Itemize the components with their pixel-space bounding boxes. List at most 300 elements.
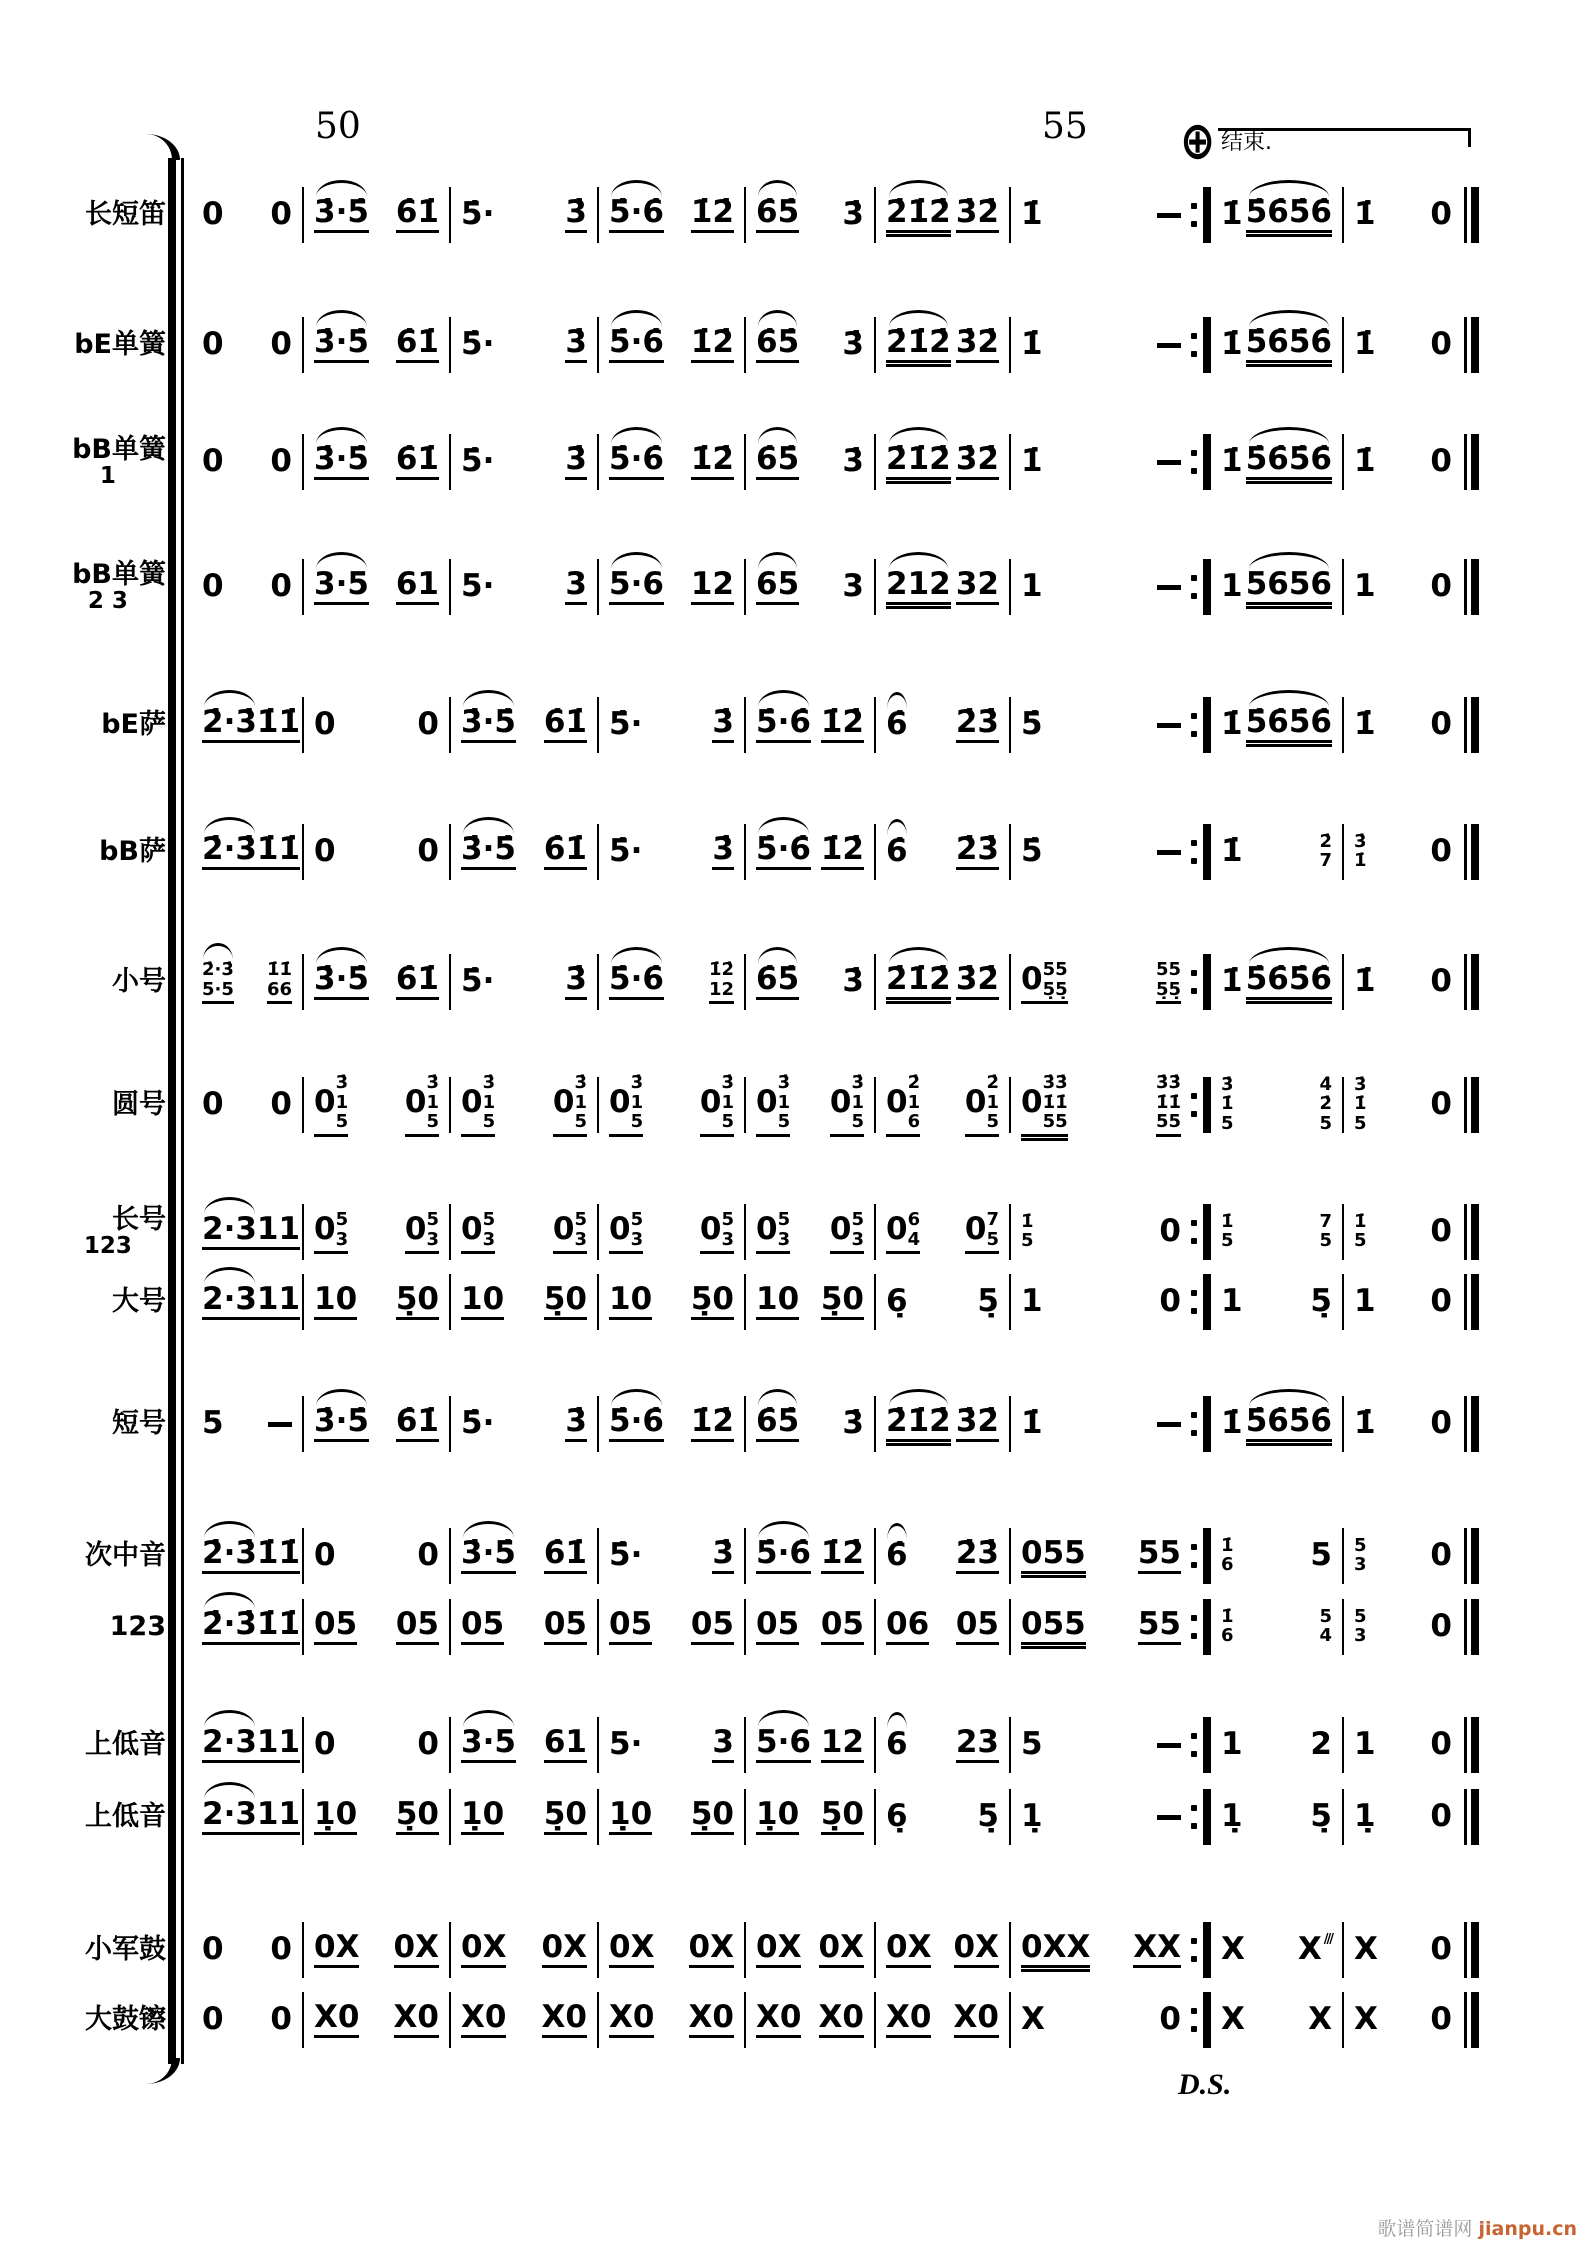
note-token: 5̇· bbox=[461, 325, 495, 362]
note-token: 5̣0 bbox=[396, 1284, 439, 1320]
note-token: 5̣0 bbox=[396, 1799, 439, 1835]
note-token: 5 bbox=[202, 1404, 224, 1441]
measure bbox=[451, 434, 599, 490]
note-token: X0 bbox=[689, 2002, 734, 2038]
final-barline bbox=[1464, 1528, 1479, 1584]
measure bbox=[746, 1599, 876, 1655]
measure bbox=[192, 1717, 304, 1773]
note-token: 5̇·6̇ bbox=[609, 964, 664, 1000]
measure bbox=[1211, 1528, 1344, 1584]
note-token: X0 bbox=[394, 2002, 439, 2038]
score-row bbox=[0, 1072, 1479, 1134]
note-token: X0 bbox=[819, 2002, 864, 2038]
measure bbox=[876, 1789, 1011, 1845]
measure bbox=[876, 1922, 1011, 1978]
measure bbox=[746, 824, 876, 880]
chord-stack: 2̇ 7 bbox=[1319, 830, 1332, 871]
repeat-barline bbox=[1191, 317, 1211, 373]
note-token: 0X bbox=[689, 1932, 734, 1968]
measure bbox=[876, 1072, 1011, 1133]
note-token: 6̇1̇ bbox=[544, 834, 587, 870]
measure bbox=[451, 1599, 599, 1655]
chord-stack: 3̇ 1 5 bbox=[335, 1072, 349, 1133]
rest-dash bbox=[1157, 723, 1181, 728]
measure bbox=[304, 1204, 451, 1260]
note-token: 0 3̇ 1 5 bbox=[756, 1073, 790, 1136]
measure bbox=[192, 1992, 304, 2048]
note-token: 3̇2̇ bbox=[956, 964, 999, 1000]
note-token: 0 bbox=[270, 442, 292, 479]
score-row bbox=[0, 1528, 1479, 1584]
note-token: 5̣0 bbox=[691, 1284, 734, 1320]
final-barline bbox=[1464, 187, 1479, 243]
note-token: 0 bbox=[1430, 1797, 1452, 1834]
note-token: 55 bbox=[1138, 1609, 1181, 1645]
note-token: 1̇ bbox=[1221, 832, 1243, 869]
repeat-barline bbox=[1191, 1922, 1211, 1978]
measure bbox=[1211, 1717, 1344, 1773]
measure bbox=[876, 824, 1011, 880]
instrument-name: 大号 bbox=[112, 1285, 166, 1317]
chord-stack: 1̇2̇ 12 bbox=[708, 959, 734, 1000]
note-token: 0 bbox=[417, 1725, 439, 1762]
measure bbox=[1211, 187, 1344, 243]
note-token: 5̇·6̇ bbox=[609, 327, 664, 363]
note-token: 0 bbox=[270, 1085, 292, 1122]
measure bbox=[1211, 317, 1344, 373]
note-token: 0 bbox=[417, 705, 439, 742]
measure bbox=[451, 697, 599, 753]
note-token: 1̇ bbox=[1354, 325, 1376, 362]
chord-stack: 1̇ 5 bbox=[1021, 1210, 1034, 1251]
instrument-name: bE萨 bbox=[101, 708, 166, 740]
note-token: 11 bbox=[257, 1799, 300, 1835]
measure bbox=[1011, 1204, 1191, 1260]
note-token: 3̇·5̇ bbox=[461, 834, 516, 870]
ending-bracket bbox=[1218, 128, 1471, 155]
measure bbox=[1211, 1922, 1344, 1978]
measure bbox=[746, 1528, 876, 1584]
note-token: 0 3̇ 1 5 bbox=[405, 1073, 439, 1136]
measure bbox=[599, 187, 746, 243]
measure bbox=[876, 1528, 1011, 1584]
note-token bbox=[1319, 1607, 1332, 1648]
chord-stack: 5 3 bbox=[630, 1209, 644, 1250]
note-token: 1 bbox=[1221, 567, 1243, 604]
note-token: 6 bbox=[886, 1725, 908, 1762]
note-token: 0 bbox=[1430, 1536, 1452, 1573]
chord-stack: 3̇ 1 5 bbox=[721, 1072, 734, 1133]
note-token: 5̇· bbox=[609, 1536, 643, 1573]
instrument-name: 大鼓镲 bbox=[85, 2003, 166, 2035]
chord-stack: 3̇ 1 5 bbox=[574, 1072, 587, 1133]
measure bbox=[304, 697, 451, 753]
repeat-barline bbox=[1191, 1396, 1211, 1452]
repeat-barline bbox=[1191, 954, 1211, 1010]
measure bbox=[599, 1717, 746, 1773]
measure bbox=[192, 1789, 304, 1845]
instrument-sublabel: 2 3 bbox=[87, 588, 128, 615]
note-token: 3̇2̇ bbox=[956, 197, 999, 233]
measure bbox=[304, 1396, 451, 1452]
measure bbox=[1011, 1992, 1191, 2048]
note-token: 5̇· bbox=[461, 1404, 495, 1441]
note-token bbox=[1221, 1607, 1234, 1648]
note-token: X0 bbox=[609, 2002, 654, 2038]
measure bbox=[1344, 954, 1462, 1010]
measure bbox=[451, 559, 599, 615]
chord-stack: 5 3 bbox=[1354, 1605, 1367, 1646]
chord-stack: 3̇ 1 5 bbox=[630, 1072, 644, 1133]
note-token: 5· bbox=[461, 567, 495, 604]
system-hook-top bbox=[146, 134, 180, 160]
note-token: 5̇·6̇ bbox=[756, 1538, 811, 1574]
note-token: 5·6 bbox=[756, 1727, 811, 1763]
measure bbox=[451, 1992, 599, 2048]
note-token: 3 bbox=[842, 567, 864, 604]
note-token: 1̇ bbox=[1221, 325, 1243, 362]
ds-marking: D.S. bbox=[1178, 2068, 1232, 2101]
score-row bbox=[0, 559, 1479, 615]
measure bbox=[192, 187, 304, 243]
note-token: 11 bbox=[257, 1727, 300, 1763]
measure bbox=[1344, 1789, 1462, 1845]
note-token: 0XX bbox=[1021, 1932, 1090, 1968]
note-token: 0 5 3 bbox=[700, 1210, 734, 1254]
note-token: 1̇ bbox=[1354, 442, 1376, 479]
note-token: 1̣0 bbox=[609, 1799, 652, 1835]
measure bbox=[451, 1528, 599, 1584]
note-token: 0 3̇ 1 5 bbox=[700, 1073, 734, 1136]
rest-dash bbox=[1157, 1743, 1181, 1748]
chord-stack: 3̇ 1 5 bbox=[482, 1072, 496, 1133]
measure bbox=[876, 697, 1011, 753]
chord-stack: 6 4 bbox=[907, 1209, 921, 1250]
note-token: 0X bbox=[886, 1932, 931, 1968]
note-token bbox=[1319, 1212, 1332, 1253]
note-token: 5̣0 bbox=[544, 1799, 587, 1835]
tremolo-mark: /// bbox=[1323, 1931, 1332, 1947]
note-token: 1̇2̇ bbox=[691, 197, 734, 233]
note-token: 1̣0 bbox=[461, 1799, 504, 1835]
measure bbox=[746, 1072, 876, 1133]
note-token: 1̇1̇ bbox=[257, 1538, 300, 1574]
note-token: 1̇ bbox=[1354, 195, 1376, 232]
measure bbox=[1011, 1789, 1191, 1845]
note-token: 1̣ bbox=[1221, 1797, 1243, 1834]
note-token: X0 bbox=[542, 2002, 587, 2038]
note-token: 23 bbox=[956, 1727, 999, 1763]
note-token: 61 bbox=[396, 569, 439, 605]
chord-stack: 5 3 bbox=[1354, 1534, 1367, 1575]
measure bbox=[1211, 1396, 1344, 1452]
note-token: 5̇6̇5̇6̇ bbox=[1246, 707, 1332, 743]
measure bbox=[192, 559, 304, 615]
note-token: 1̇2̇ bbox=[691, 444, 734, 480]
instrument-name: 次中音 bbox=[85, 1539, 166, 1571]
final-barline bbox=[1464, 1717, 1479, 1773]
measure bbox=[1011, 824, 1191, 880]
chord-stack: 2̇·3̇ 5·5 bbox=[202, 959, 234, 1000]
instrument-label bbox=[0, 1599, 192, 1655]
measure bbox=[1344, 1922, 1462, 1978]
note-token: 3̇ bbox=[842, 195, 864, 232]
final-barline bbox=[1464, 954, 1479, 1010]
note-token bbox=[1221, 1536, 1234, 1577]
note-token: 10 bbox=[609, 1284, 652, 1320]
note-token: 5̇· bbox=[461, 442, 495, 479]
score-row bbox=[0, 1992, 1479, 2048]
measure-number-55: 55 bbox=[1042, 106, 1088, 147]
final-barline bbox=[1464, 1992, 1479, 2048]
note-token: 5 bbox=[1021, 1725, 1043, 1762]
note-token: 3̇2̇ bbox=[956, 444, 999, 480]
note-token: 0 6 4 bbox=[886, 1210, 920, 1254]
measure bbox=[192, 317, 304, 373]
note-token: 5̇·6̇ bbox=[609, 197, 664, 233]
measure bbox=[876, 1204, 1011, 1260]
measure bbox=[304, 1599, 451, 1655]
chord-stack: 5 3 bbox=[721, 1209, 734, 1250]
measure bbox=[599, 1274, 746, 1330]
note-token: 0 bbox=[1430, 962, 1452, 999]
note-token: 0 bbox=[1430, 567, 1452, 604]
note-token: 0 bbox=[202, 195, 224, 232]
note-token: 6̇1̇ bbox=[396, 444, 439, 480]
measure bbox=[304, 187, 451, 243]
final-barline bbox=[1464, 434, 1479, 490]
note-token: 3 bbox=[565, 569, 587, 605]
measure bbox=[746, 1396, 876, 1452]
measure bbox=[1211, 1992, 1344, 2048]
measure bbox=[1211, 697, 1344, 753]
note-token bbox=[202, 960, 234, 1004]
note-token: X0 bbox=[954, 2002, 999, 2038]
note-token: 6̣ bbox=[886, 1797, 908, 1834]
chord-stack: 2̇ 1 6 bbox=[907, 1072, 921, 1133]
chord-stack: 7 5 bbox=[1319, 1210, 1332, 1251]
note-token: 2̇1̇2̇ bbox=[886, 444, 951, 480]
note-token: 5̣0 bbox=[821, 1284, 864, 1320]
note-token: 6̇1̇ bbox=[396, 327, 439, 363]
note-token: 3̇ bbox=[712, 1538, 734, 1574]
measure bbox=[1011, 1717, 1191, 1773]
note-token: 3̇ bbox=[565, 197, 587, 233]
measure bbox=[1344, 434, 1462, 490]
measure bbox=[876, 434, 1011, 490]
note-token: 05 bbox=[756, 1609, 799, 1645]
measure bbox=[876, 1274, 1011, 1330]
note-token: 3̇ bbox=[565, 444, 587, 480]
note-token: 12 bbox=[821, 1727, 864, 1763]
note-token: 0 3̇3̇ 1̇1̇ 55 bbox=[1021, 1073, 1068, 1136]
chord-stack: 5 3 bbox=[335, 1209, 349, 1250]
note-token: 6̇1̇ bbox=[544, 707, 587, 743]
note-token: 6̇1̇ bbox=[544, 1538, 587, 1574]
measure bbox=[746, 317, 876, 373]
instrument-label bbox=[0, 1274, 192, 1330]
note-token: 1̣0 bbox=[314, 1799, 357, 1835]
note-token: 2̇3̇ bbox=[956, 834, 999, 870]
note-token: 1̇ bbox=[1021, 325, 1043, 362]
note-token: 55 bbox=[1138, 1538, 1181, 1574]
measure bbox=[304, 559, 451, 615]
note-token bbox=[709, 960, 734, 1004]
instrument-name: bE单簧 bbox=[74, 328, 166, 360]
measure bbox=[599, 1072, 746, 1133]
note-token: 3̇·5̇ bbox=[314, 964, 369, 1000]
final-barline bbox=[1464, 697, 1479, 753]
note-token: 5̇· bbox=[609, 832, 643, 869]
score-row bbox=[0, 434, 1479, 490]
note-token: 0 bbox=[314, 705, 336, 742]
note-token: 3̇2̇ bbox=[956, 327, 999, 363]
note-token: 2̇1̇2̇ bbox=[886, 964, 951, 1000]
note-token: 0 bbox=[202, 442, 224, 479]
note-token: X bbox=[1221, 1930, 1245, 1967]
note-token: 1 bbox=[1221, 1725, 1243, 1762]
watermark-site-url: jianpu.cn bbox=[1478, 2218, 1577, 2240]
measure bbox=[746, 1789, 876, 1845]
measure bbox=[746, 1922, 876, 1978]
note-token bbox=[1354, 1536, 1367, 1577]
instrument-label bbox=[0, 1992, 192, 2048]
score-row bbox=[0, 1789, 1479, 1845]
note-token: 1̇ bbox=[1221, 705, 1243, 742]
chord-stack: 55 5̣5̣ bbox=[1042, 959, 1068, 1000]
note-token: 1̇ bbox=[1221, 962, 1243, 999]
instrument-label bbox=[0, 317, 192, 373]
note-token: 3̇ bbox=[565, 964, 587, 1000]
note-token: 0 bbox=[1430, 325, 1452, 362]
note-token: 2̇·3̇ bbox=[202, 707, 257, 743]
measure bbox=[1211, 1274, 1344, 1330]
rest-dash bbox=[1157, 213, 1181, 218]
measure-number-50: 50 bbox=[315, 106, 361, 147]
note-token: 3 bbox=[712, 1727, 734, 1763]
note-token: 6̇1̇ bbox=[396, 964, 439, 1000]
note-token: 5̇6̇5̇6̇ bbox=[1246, 327, 1332, 363]
note-token: 0 5 3 bbox=[609, 1210, 643, 1254]
final-barline bbox=[1464, 1922, 1479, 1978]
note-token: 05 bbox=[544, 1609, 587, 1645]
note-token: 1̇2̇ bbox=[821, 1538, 864, 1574]
note-token: 1̇ bbox=[1221, 442, 1243, 479]
note-token: 0 bbox=[270, 195, 292, 232]
note-token: 1̇1̇ bbox=[257, 1609, 300, 1645]
note-token: 05 bbox=[691, 1609, 734, 1645]
measure bbox=[192, 1922, 304, 1978]
repeat-barline bbox=[1191, 1789, 1211, 1845]
note-token: 0 bbox=[417, 1536, 439, 1573]
measure bbox=[1011, 954, 1191, 1010]
measure bbox=[1011, 559, 1191, 615]
chord-stack: 7 5 bbox=[986, 1209, 999, 1250]
measure bbox=[599, 1204, 746, 1260]
note-token: 1̇ bbox=[1021, 195, 1043, 232]
rest-dash bbox=[268, 1422, 292, 1427]
measure bbox=[304, 1274, 451, 1330]
measure bbox=[1344, 1204, 1462, 1260]
repeat-barline bbox=[1191, 824, 1211, 880]
score-row bbox=[0, 824, 1479, 880]
note-token: 0 bbox=[314, 1725, 336, 1762]
chord-stack: 3̇ 1̇ bbox=[1354, 830, 1367, 871]
measure bbox=[1344, 1717, 1462, 1773]
note-token: X bbox=[1354, 1930, 1378, 1967]
note-token: 6̇1̇ bbox=[396, 1406, 439, 1442]
instrument-label bbox=[0, 434, 192, 490]
chord-stack: 5 4 bbox=[1319, 1605, 1332, 1646]
chord-stack: 3̇ 1 5 bbox=[851, 1072, 864, 1133]
note-token bbox=[1156, 1073, 1181, 1136]
instrument-sublabel: 1 bbox=[99, 463, 116, 490]
final-barline bbox=[1464, 1789, 1479, 1845]
measure bbox=[451, 187, 599, 243]
measure bbox=[599, 697, 746, 753]
system-hook-bottom bbox=[146, 2058, 180, 2084]
note-token: 0 bbox=[1430, 1212, 1452, 1249]
note-token: 3·5 bbox=[314, 569, 369, 605]
note-token: X bbox=[1354, 2000, 1378, 2037]
chord-stack: 3̇ 1̇ 5 bbox=[1354, 1073, 1367, 1134]
note-token: 11 bbox=[257, 1284, 300, 1320]
measure bbox=[1211, 1789, 1344, 1845]
chord-stack: 5 3 bbox=[851, 1209, 864, 1250]
measure bbox=[599, 1396, 746, 1452]
note-token: 0 3̇ 1 5 bbox=[609, 1073, 643, 1136]
note-token: 0 bbox=[1430, 1725, 1452, 1762]
chord-stack: 5 3 bbox=[777, 1209, 791, 1250]
note-token: 6̇5̇ bbox=[756, 197, 799, 233]
note-token: 1̇2̇ bbox=[821, 707, 864, 743]
note-token bbox=[1319, 832, 1332, 873]
note-token: 0X bbox=[314, 1932, 359, 1968]
instrument-name: 123 bbox=[109, 1610, 166, 1642]
measure bbox=[304, 954, 451, 1010]
final-barline bbox=[1464, 1396, 1479, 1452]
measure bbox=[599, 1922, 746, 1978]
repeat-barline bbox=[1191, 434, 1211, 490]
note-token: 10 bbox=[461, 1284, 504, 1320]
note-token: 05 bbox=[461, 1609, 504, 1645]
chord-stack: 1̇ 6 bbox=[1221, 1534, 1234, 1575]
measure bbox=[599, 1599, 746, 1655]
instrument-label bbox=[0, 1922, 192, 1978]
note-token: 5656 bbox=[1246, 569, 1332, 605]
measure bbox=[304, 434, 451, 490]
measure bbox=[1344, 1528, 1462, 1584]
note-token: 1̣ bbox=[1021, 1797, 1043, 1834]
measure bbox=[746, 1717, 876, 1773]
measure bbox=[304, 1992, 451, 2048]
score-row bbox=[0, 1599, 1479, 1655]
measure bbox=[451, 1274, 599, 1330]
measure bbox=[1211, 434, 1344, 490]
note-token: 1̇ bbox=[1354, 1404, 1376, 1441]
note-token: 1 bbox=[1021, 567, 1043, 604]
instrument-name: 长号 bbox=[112, 1203, 166, 1235]
note-token bbox=[1221, 1075, 1234, 1135]
note-token: 0 bbox=[1430, 1930, 1452, 1967]
note-token: 5̇· bbox=[461, 195, 495, 232]
note-token: 5̇ bbox=[1021, 832, 1043, 869]
measure bbox=[192, 824, 304, 880]
note-token: 10 bbox=[756, 1284, 799, 1320]
note-token bbox=[1021, 1212, 1034, 1253]
note-token: 0 3̇ 1 5 bbox=[461, 1073, 495, 1136]
measure bbox=[746, 187, 876, 243]
